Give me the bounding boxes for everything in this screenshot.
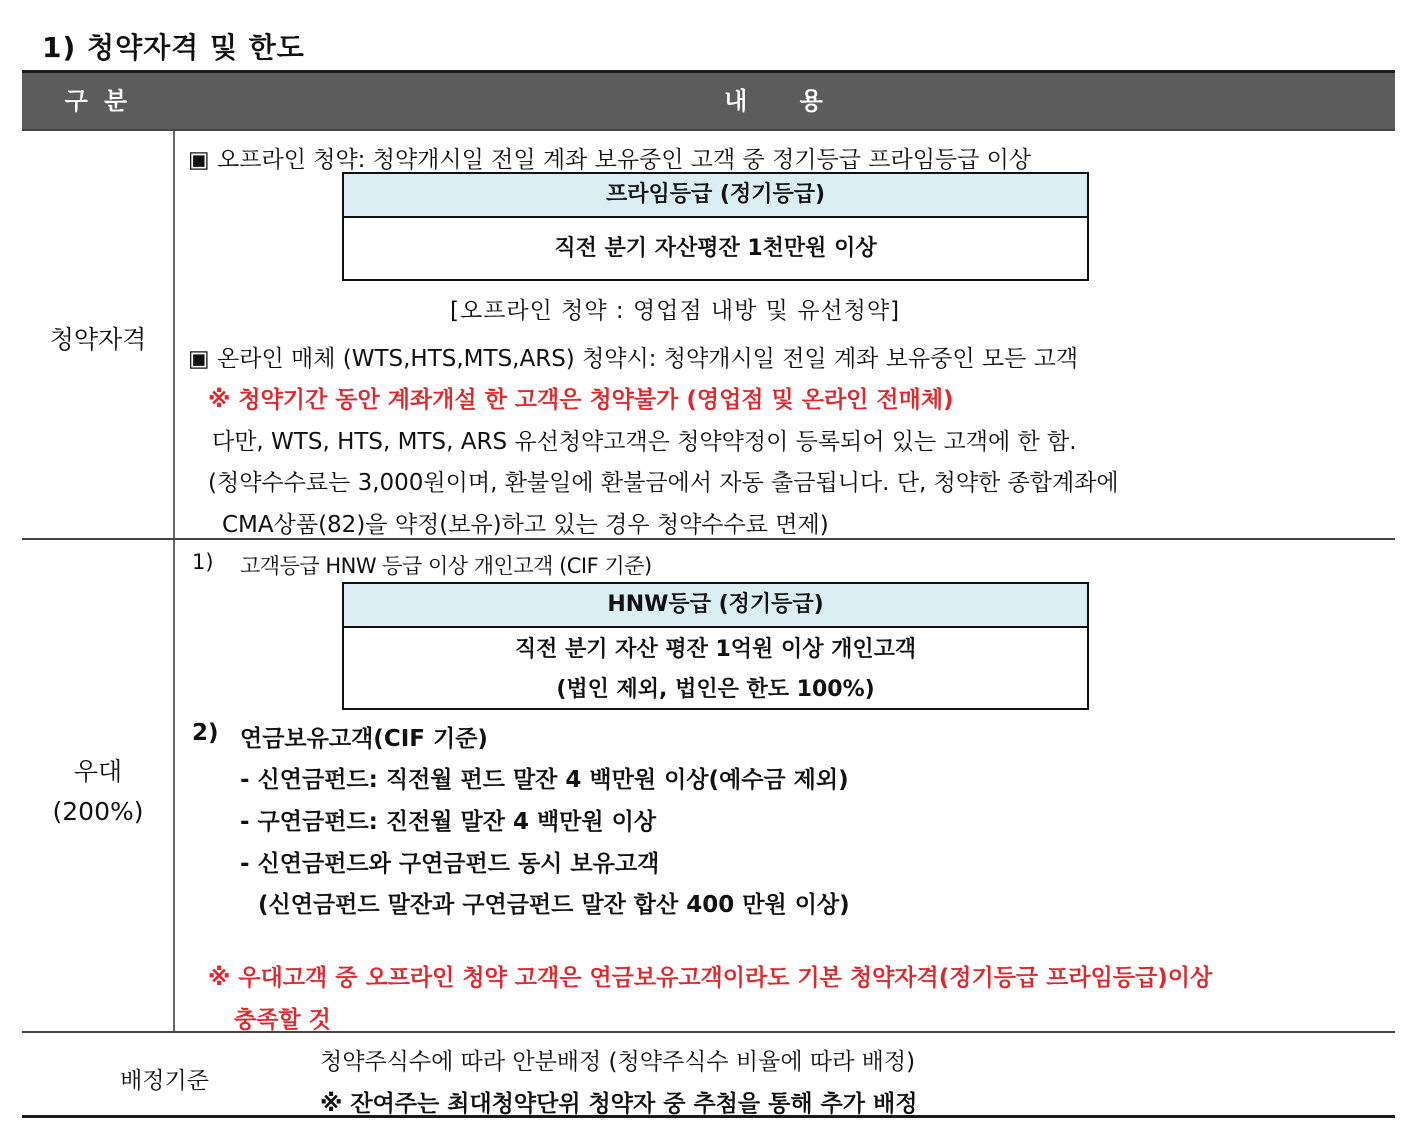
allocation-line-1: 청약주식수에 따라 안분배정 (청약주식수 비율에 따라 배정): [320, 1049, 916, 1075]
eligibility-note-2: (청약수수료는 3,000원이며, 환불일에 환불금에서 자동 출금됩니다. 단, 청약한 종합계좌에: [208, 470, 1119, 496]
preference-item-2-text: 연금보유고객(CIF 기준): [240, 726, 488, 752]
hnw-grade-box-body-2: (법인 제외, 법인은 한도 100%): [556, 677, 875, 702]
eligibility-note-3: CMA상품(82)을 약정(보유)하고 있는 경우 청약수수료 면제): [222, 512, 829, 538]
header-category: 구 분: [64, 87, 132, 115]
hnw-grade-box-header: HNW등급 (정기등급): [344, 584, 1087, 628]
eligibility-label: 청약자격: [49, 325, 147, 354]
pension-sub-1: - 신연금펀드: 직전월 펀드 말잔 4 백만원 이상(예수금 제외): [240, 767, 849, 793]
prime-grade-box: [342, 172, 1089, 281]
prime-grade-box-body: 직전 분기 자산평잔 1천만원 이상: [554, 236, 877, 261]
offline-caption: [오프라인 청약 : 영업점 내방 및 유선청약]: [450, 298, 901, 324]
preference-item-1-number: 1): [192, 550, 214, 574]
allocation-label: 배정기준: [120, 1068, 209, 1094]
allocation-line-2: ※ 잔여주는 최대청약단위 청약자 중 추첨을 통해 추가 배정: [320, 1091, 918, 1117]
preference-item-1-text: 고객등급 HNW 등급 이상 개인고객 (CIF 기준): [240, 554, 652, 578]
preference-warning-1: ※ 우대고객 중 오프라인 청약 고객은 연금보유고객이라도 기본 청약자격(정기등급 프라임등급)이상: [208, 965, 1213, 991]
pension-sub-2: - 구연금펀드: 진전월 말잔 4 백만원 이상: [240, 809, 657, 835]
pension-sub-3: - 신연금펀드와 구연금펀드 동시 보유고객: [240, 851, 660, 877]
online-eligibility-line: ▣ 온라인 매체 (WTS,HTS,MTS,ARS) 청약시: 청약개시일 전일 계좌 보유중인 모든 고객: [188, 346, 1079, 372]
hnw-grade-box: [342, 582, 1089, 710]
preference-rate-label: (200%): [52, 797, 144, 826]
preference-warning-2: 충족할 것: [234, 1007, 331, 1033]
header-content: 내 용: [724, 87, 845, 115]
pension-sub-3-detail: (신연금펀드 말잔과 구연금펀드 말잔 합산 400 만원 이상): [258, 892, 850, 918]
page-title: 1) 청약자격 및 한도: [42, 31, 305, 64]
eligibility-warning: ※ 청약기간 동안 계좌개설 한 고객은 청약불가 (영업점 및 온라인 전매체): [208, 387, 954, 413]
row-divider-2: [22, 1031, 1395, 1033]
preference-label: 우대: [73, 757, 123, 786]
header-bottom-divider: [22, 129, 1395, 131]
eligibility-note-1: 다만, WTS, HTS, MTS, ARS 유선청약고객은 청약약정이 등록되어 있는 고객에 한 함.: [212, 429, 1077, 455]
preference-item-2-number: 2): [192, 720, 219, 746]
offline-eligibility-line: ▣ 오프라인 청약: 청약개시일 전일 계좌 보유중인 고객 중 정기등급 프라임등급 이상: [188, 147, 1032, 173]
hnw-grade-box-body-1: 직전 분기 자산 평잔 1억원 이상 개인고객: [514, 637, 917, 662]
table-header: [22, 73, 1395, 129]
prime-grade-box-header: 프라임등급 (정기등급): [344, 174, 1087, 218]
